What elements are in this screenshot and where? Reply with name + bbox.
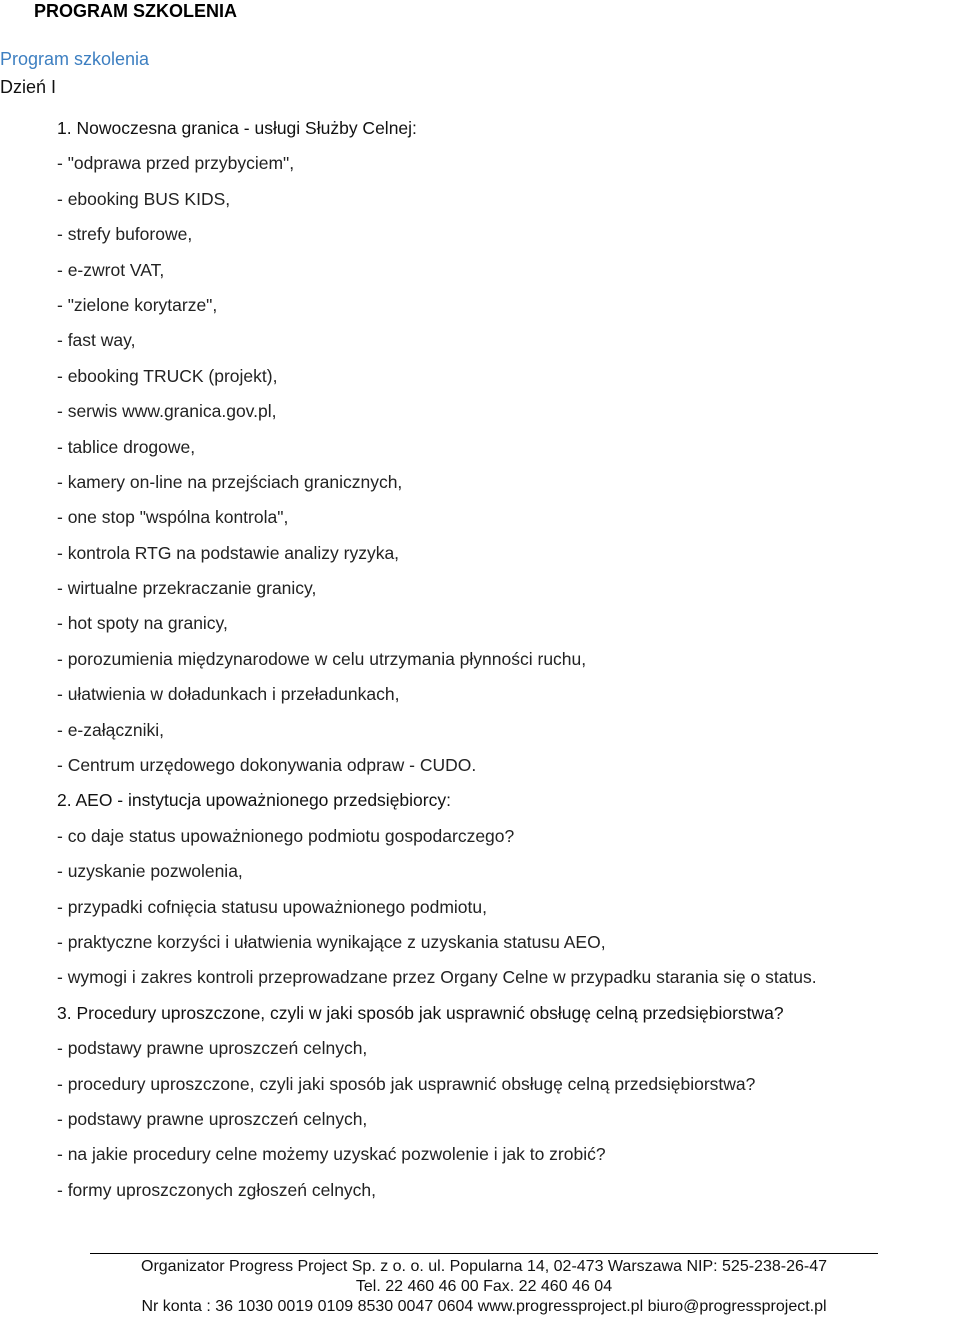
list-item: - strefy buforowe,	[57, 224, 193, 245]
list-item: - kontrola RTG na podstawie analizy ryzyka,	[57, 542, 400, 563]
list-item: 2. AEO - instytucja upoważnionego przedsiębiorcy:	[57, 790, 451, 811]
list-item: - praktyczne korzyści i ułatwienia wynikające z uzyskania statusu AEO,	[57, 931, 606, 952]
footer	[90, 1253, 878, 1317]
list-item: - e-zwrot VAT,	[57, 259, 165, 280]
list-item: - wymogi i zakres kontroli przeprowadzane przez Organy Celne w przypadku starania się o status.	[57, 967, 817, 988]
list-item: - Centrum urzędowego dokonywania odpraw - CUDO.	[57, 755, 477, 776]
list-item: - "odprawa przed przybyciem",	[57, 153, 295, 174]
list-item: - ebooking TRUCK (projekt),	[57, 365, 278, 386]
list-item: - uzyskanie pozwolenia,	[57, 861, 243, 882]
list-item: - podstawy prawne uproszczeń celnych,	[57, 1108, 368, 1129]
list-item: - wirtualne przekraczanie granicy,	[57, 578, 317, 599]
list-item: - na jakie procedury celne możemy uzyskać pozwolenie i jak to zrobić?	[57, 1144, 606, 1165]
program-list	[57, 115, 960, 1212]
list-item: - fast way,	[57, 330, 136, 351]
list-item: - tablice drogowe,	[57, 436, 196, 457]
list-item: - ebooking BUS KIDS,	[57, 188, 231, 209]
list-item: 3. Procedury uproszczone, czyli w jaki sposób jak usprawnić obsługę celną przedsiębiorstwa?	[57, 1002, 784, 1023]
day-label: Dzień I	[0, 77, 57, 97]
list-item: - hot spoty na granicy,	[57, 613, 228, 634]
list-item: - podstawy prawne uproszczeń celnych,	[57, 1038, 368, 1059]
footer-company-info: Organizator Progress Project Sp. z o. o. ul. Popularna 14, 02-473 Warszawa NIP: 525-238-26-47	[141, 1258, 827, 1275]
list-item: - one stop "wspólna kontrola",	[57, 507, 289, 528]
list-item: - serwis www.granica.gov.pl,	[57, 401, 277, 422]
list-item: - ułatwienia w doładunkach i przeładunkach,	[57, 684, 400, 705]
list-item: - kamery on-line na przejściach granicznych,	[57, 471, 403, 492]
list-item: - formy uproszczonych zgłoszeń celnych,	[57, 1179, 377, 1200]
list-item: - procedury uproszczone, czyli jaki sposób jak usprawnić obsługę celną przedsiębiorstwa?	[57, 1073, 756, 1094]
list-item: - "zielone korytarze",	[57, 294, 218, 315]
list-item: - przypadki cofnięcia statusu upoważnionego podmiotu,	[57, 896, 487, 917]
page-heading: PROGRAM SZKOLENIA	[34, 1, 238, 21]
list-item: - porozumienia międzynarodowe w celu utrzymania płynności ruchu,	[57, 648, 587, 669]
section-title: Program szkolenia	[0, 49, 150, 69]
footer-bank-contact: Nr konta : 36 1030 0019 0109 8530 0047 0604 www.progressproject.pl biuro@progressproject.pl	[141, 1298, 827, 1315]
footer-phone-fax: Tel. 22 460 46 00 Fax. 22 460 46 04	[355, 1278, 613, 1295]
list-item: - co daje status upoważnionego podmiotu gospodarczego?	[57, 825, 515, 846]
list-item: - e-załączniki,	[57, 719, 164, 740]
list-item: 1. Nowoczesna granica - usługi Służby Celnej:	[57, 118, 417, 138]
